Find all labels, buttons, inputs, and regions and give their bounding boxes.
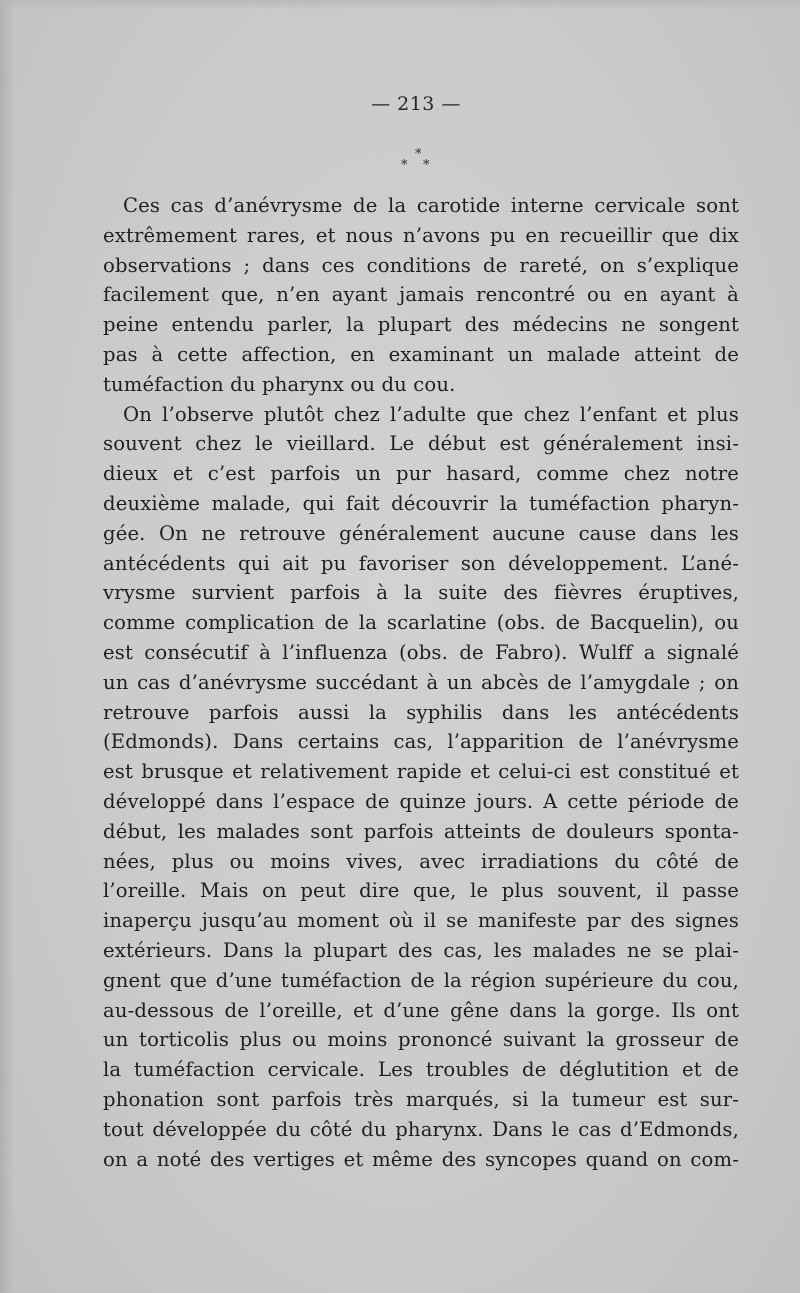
text-line: antécédents qui ait pu favoriser son développement. L’ané- — [103, 551, 739, 575]
text-line: un torticolis plus ou moins prononcé suivant la grosseur de — [103, 1028, 739, 1052]
text-line: tuméfaction du pharynx ou du cou. — [103, 372, 456, 396]
text-line: inaperçu jusqu’au moment où il se manifeste par des signes — [103, 909, 739, 933]
text-line: la tuméfaction cervicale. Les troubles de déglutition et de — [103, 1058, 739, 1082]
asterisk-right: * — [423, 158, 430, 173]
page-edge-shadow — [0, 0, 14, 1293]
text-line: au-dessous de l’oreille, et d’une gêne dans la gorge. Ils ont — [103, 998, 739, 1022]
text-line: vrysme survient parfois à la suite des fièvres éruptives, — [103, 581, 739, 605]
asterisk-left: * — [401, 158, 408, 173]
text-line: On l’observe plutôt chez l’adulte que chez l’enfant et plus — [123, 402, 739, 426]
text-line: souvent chez le vieillard. Le début est généralement insi- — [103, 432, 739, 456]
text-line: extrêmement rares, et nous n’avons pu en recueillir que dix — [103, 223, 739, 247]
body-text — [103, 191, 739, 1174]
text-line: est brusque et relativement rapide et celui-ci est constitué et — [103, 760, 739, 784]
text-line: un cas d’anévrysme succédant à un abcès de l’amygdale ; on — [103, 670, 739, 694]
text-line: développé dans l’espace de quinze jours. A cette période de — [103, 789, 739, 813]
text-line: Ces cas d’anévrysme de la carotide interne cervicale sont — [123, 194, 739, 217]
text-line: pas à cette affection, en examinant un malade atteint de — [103, 342, 739, 366]
text-line: nées, plus ou moins vives, avec irradiations du côté de — [103, 849, 739, 873]
text-line: comme complication de la scarlatine (obs. de Bacquelin), ou — [103, 611, 739, 635]
text-line: dieux et c’est parfois un pur hasard, comme chez notre — [103, 462, 739, 486]
text-line: facilement que, n’en ayant jamais rencontré ou en ayant à — [103, 283, 739, 307]
text-line: observations ; dans ces conditions de rareté, on s’explique — [103, 253, 739, 277]
text-line: peine entendu parler, la plupart des médecins ne songent — [103, 313, 739, 337]
page-number: — 213 — — [371, 93, 461, 115]
text-line: retrouve parfois aussi la syphilis dans les antécédents — [103, 700, 739, 724]
text-line: début, les malades sont parfois atteints de douleurs sponta- — [103, 819, 739, 843]
text-line: deuxième malade, qui fait découvrir la tuméfaction pharyn- — [103, 491, 739, 515]
asterism-section-break — [398, 147, 448, 177]
text-line: est consécutif à l’influenza (obs. de Fabro). Wulff a signalé — [103, 640, 739, 664]
text-line: phonation sont parfois très marqués, si la tumeur est sur- — [103, 1087, 739, 1111]
text-line: gnent que d’une tuméfaction de la région supérieure du cou, — [103, 968, 739, 992]
asterisk-top: * — [415, 147, 422, 162]
text-line: on a noté des vertiges et même des syncopes quand on com- — [103, 1147, 739, 1171]
page-top-shadow — [0, 0, 800, 10]
text-line: l’oreille. Mais on peut dire que, le plus souvent, il passe — [103, 879, 739, 903]
text-line: gée. On ne retrouve généralement aucune cause dans les — [103, 521, 739, 545]
text-line: (Edmonds). Dans certains cas, l’apparition de l’anévrysme — [103, 730, 739, 754]
text-line: extérieurs. Dans la plupart des cas, les malades ne se plai- — [103, 938, 739, 962]
text-line: tout développée du côté du pharynx. Dans le cas d’Edmonds, — [103, 1117, 739, 1141]
